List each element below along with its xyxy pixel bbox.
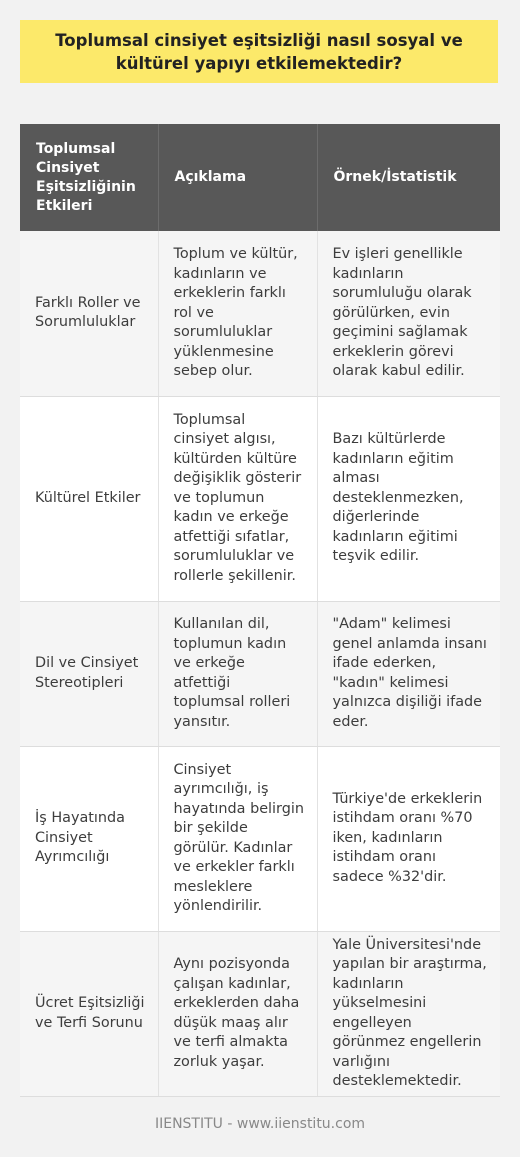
table-row — [20, 396, 500, 601]
table-cell-description: Toplumsal cinsiyet algısı, kültürden kültüre değişiklik gösterir ve toplumun kadın ve erkeğe atfettiği sıfatlar, sorumluluklar ve rollerle şekillenir. — [158, 396, 317, 601]
page-title: Toplumsal cinsiyet eşitsizliği nasıl sosyal ve kültürel yapıyı etkilemektedir? — [20, 20, 498, 83]
table-row — [20, 746, 500, 931]
table-cell-example: Ev işleri genellikle kadınların sorumluluğu olarak görülürken, evin geçimini sağlamak erkeklerin görevi olarak kabul edilir. — [317, 231, 500, 396]
table-cell-example: Türkiye'de erkeklerin istihdam oranı %70 iken, kadınların istihdam oranı sadece %32'dir. — [317, 746, 500, 931]
table-row — [20, 931, 500, 1096]
table-cell-effect: Farklı Roller ve Sorumluluklar — [20, 231, 158, 396]
table-cell-example: Bazı kültürlerde kadınların eğitim alması desteklenmezken, diğerlerinde kadınların eğitimi teşvik edilir. — [317, 396, 500, 601]
column-header-description: Açıklama — [158, 124, 317, 231]
column-header-example: Örnek/İstatistik — [317, 124, 500, 231]
table-cell-effect: Ücret Eşitsizliği ve Terfi Sorunu — [20, 931, 158, 1096]
table-cell-description: Kullanılan dil, toplumun kadın ve erkeğe atfettiği toplumsal rolleri yansıtır. — [158, 601, 317, 746]
table-cell-effect: Kültürel Etkiler — [20, 396, 158, 601]
table-cell-effect: İş Hayatında Cinsiyet Ayrımcılığı — [20, 746, 158, 931]
table-row — [20, 231, 500, 396]
footer-credit: IIENSTITU - www.iienstitu.com — [154, 1116, 366, 1132]
table-cell-description: Aynı pozisyonda çalışan kadınlar, erkeklerden daha düşük maaş alır ve terfi almakta zorluk yaşar. — [158, 931, 317, 1096]
column-header-effects: Toplumsal Cinsiyet Eşitsizliğinin Etkileri — [20, 124, 158, 231]
effects-table — [20, 124, 500, 1097]
table-cell-description: Cinsiyet ayrımcılığı, iş hayatında belirgin bir şekilde görülür. Kadınlar ve erkekler farklı mesleklere yönlendirilir. — [158, 746, 317, 931]
table-header-row — [20, 124, 500, 231]
table-cell-effect: Dil ve Cinsiyet Stereotipleri — [20, 601, 158, 746]
table-row — [20, 601, 500, 746]
table-cell-example: "Adam" kelimesi genel anlamda insanı ifade ederken, "kadın" kelimesi yalnızca dişiliği ifade eder. — [317, 601, 500, 746]
table-cell-description: Toplum ve kültür, kadınların ve erkeklerin farklı rol ve sorumluluklar yüklenmesine sebep olur. — [158, 231, 317, 396]
table-cell-example: Yale Üniversitesi'nde yapılan bir araştırma, kadınların yükselmesini engelleyen görünmez engellerin varlığını desteklemektedir. — [317, 931, 500, 1096]
